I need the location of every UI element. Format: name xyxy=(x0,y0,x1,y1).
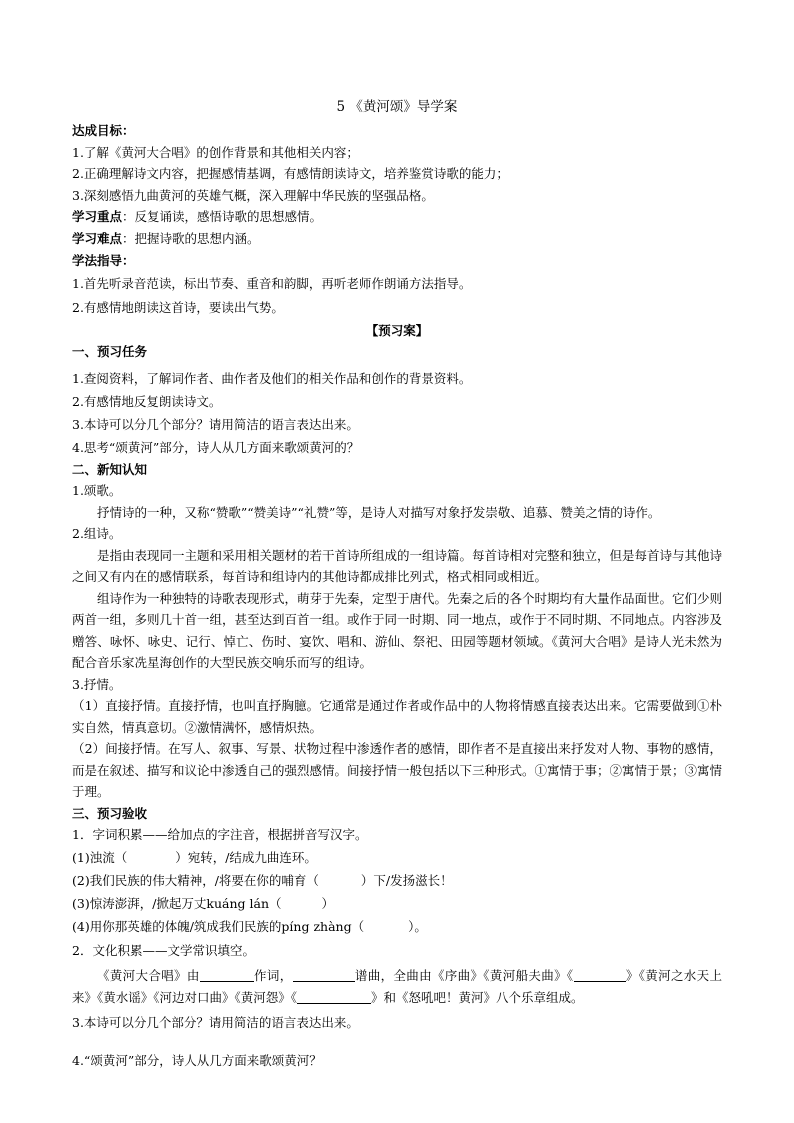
q2-text: 》《黄河之水天上来》《黄水谣》《河边对口曲》《黄河怨》《 xyxy=(72,968,722,1005)
task-item: 3.本诗可以分几个部分？请用简洁的语言表达出来。 xyxy=(72,416,359,432)
q1-item-pre: (1)浊流（ xyxy=(72,849,128,865)
lyric-title: 3.抒情。 xyxy=(72,676,122,692)
song-text: 抒情诗的一种，又称“赞歌”“赞美诗”“礼赞”等，是诗人对描写对象抒发崇敬、追慕、赞美之情的诗作。 xyxy=(97,504,661,520)
q1-title: 1．字词积累——给加点的字注音，根据拼音写汉字。 xyxy=(72,827,368,842)
q1-item xyxy=(72,892,722,915)
q1-item-post: ）宛转，/结成九曲连环。 xyxy=(175,849,317,865)
q4: 4.“颂黄河”部分，诗人从几方面来歌颂黄河？ xyxy=(72,1052,322,1068)
key-point-text: ：反复诵读，感悟诗歌的思想感情。 xyxy=(122,209,323,224)
preview-heading: 【预习案】 xyxy=(365,322,429,338)
method-item: 1.首先听录音范读，标出节奏、重音和韵脚，再听老师作朗诵方法指导。 xyxy=(72,275,472,291)
check-heading: 三、预习验收 xyxy=(72,805,148,821)
blank-lyricist[interactable] xyxy=(200,968,254,982)
method-heading: 学法指导： xyxy=(72,253,135,268)
method-item: 2.有感情地朗读这首诗，要读出气势。 xyxy=(72,299,284,315)
key-point xyxy=(72,206,722,228)
key-point-label: 学习重点 xyxy=(72,209,123,224)
task-heading: 一、预习任务 xyxy=(72,344,148,359)
q3: 3.本诗可以分几个部分？请用简洁的语言表达出来。 xyxy=(72,1015,359,1030)
q1-item xyxy=(72,869,722,892)
q1-item-post: ）下/发扬滋长！ xyxy=(360,872,453,888)
q1-item-post: ）。 xyxy=(408,918,427,934)
task-item: 2.有感情地反复朗读诗文。 xyxy=(72,393,222,409)
q2-text: 作词， xyxy=(253,968,293,983)
lyric-paragraph: （2）间接抒情。在写人、叙事、写景、状物过程中渗透作者的感情，即作者不是直接出来抒发对人物、事物的感情，而是在叙述、描写和议论中渗透自己的强烈感情。间接抒情一般包括以下三种形式。①寓情于事；②寓情于景；③寓情于理。 xyxy=(72,741,722,799)
q1-item xyxy=(72,915,722,938)
difficulty-point xyxy=(72,228,722,250)
lyric-paragraph: （1）直接抒情。直接抒情，也叫直抒胸臆。它通常是通过作者或作品中的人物将情感直接表达出来。它需要做到①朴实自然，情真意切。②激情满怀，感情炽热。 xyxy=(72,698,722,735)
goal-item: 1.了解《黄河大合唱》的创作背景和其他相关内容； xyxy=(72,144,359,160)
task-item: 1.查阅资料，了解词作者、曲作者及他们的相关作品和创作的背景资料。 xyxy=(72,370,472,386)
q2-title: 2．文化积累——文学常识填空。 xyxy=(72,942,255,958)
goal-item: 3.深刻感悟九曲黄河的英雄气概，深入理解中华民族的坚强品格。 xyxy=(72,187,434,203)
goals-heading: 达成目标： xyxy=(72,123,135,138)
q1-item-pre: (3)惊涛澎湃，/掀起万丈kuáng lán（ xyxy=(72,895,282,911)
task-item: 4.思考“颂黄河”部分，诗人从几方面来歌颂黄河的？ xyxy=(72,439,360,455)
spacer xyxy=(72,1034,722,1050)
group-title: 2.组诗。 xyxy=(72,526,122,541)
q2-fill xyxy=(72,965,722,1008)
blank-composer[interactable] xyxy=(293,968,355,982)
q1-item xyxy=(72,846,722,869)
q2-text: 》和《怒吼吧！黄河》八个乐章组成。 xyxy=(371,989,584,1005)
q1-item-pre: (2)我们民族的伟大精神，/将要在你的哺育（ xyxy=(72,872,319,888)
difficulty-text: ：把握诗歌的思想内涵。 xyxy=(122,230,260,246)
blank-movement-7[interactable] xyxy=(297,990,371,1004)
goal-item: 2.正确理解诗文内容，把握感情基调，有感情朗读诗文，培养鉴赏诗歌的能力； xyxy=(72,166,509,181)
difficulty-label: 学习难点 xyxy=(72,230,123,246)
group-paragraph: 组诗作为一种独特的诗歌表现形式，萌芽于先秦，定型于唐代。先秦之后的各个时期均有大量作品面世。它们少则两首一组，多则几十首一组，甚至达到百首一组。或作于同一时期、同一地点，或作于不同时期、不同地点。内容涉及赠答、咏怀、咏史、记行、悼亡、伤时、宴饮、唱和、游仙、祭祀、田园等题材领域。《黄河大合唱》是诗人光未然为配合音乐家冼星海创作的大型民族交响乐而写的组诗。 xyxy=(72,590,722,670)
q2-text: 谱曲，全曲由《序曲》《黄河船夫曲》《 xyxy=(354,968,574,983)
q1-item-post: ） xyxy=(321,895,335,911)
q2-text: 《黄河大合唱》由 xyxy=(97,968,200,983)
knowledge-heading: 二、新知认知 xyxy=(72,461,148,477)
document-page xyxy=(72,96,722,1071)
page-title: 5 《黄河颂》导学案 xyxy=(336,99,458,115)
q1-item-pre: (4)用你那英雄的体魄/筑成我们民族的píng zhàng（ xyxy=(72,918,365,934)
song-title: 1.颂歌。 xyxy=(72,483,122,498)
blank-movement-3[interactable] xyxy=(574,968,626,982)
group-paragraph: 是指由表现同一主题和采用相关题材的若干首诗所组成的一组诗篇。每首诗相对完整和独立，但是每首诗与其他诗之间又有内在的感情联系，每首诗和组诗内的其他诗都成排比列式，格式相同或相近。 xyxy=(72,547,722,584)
